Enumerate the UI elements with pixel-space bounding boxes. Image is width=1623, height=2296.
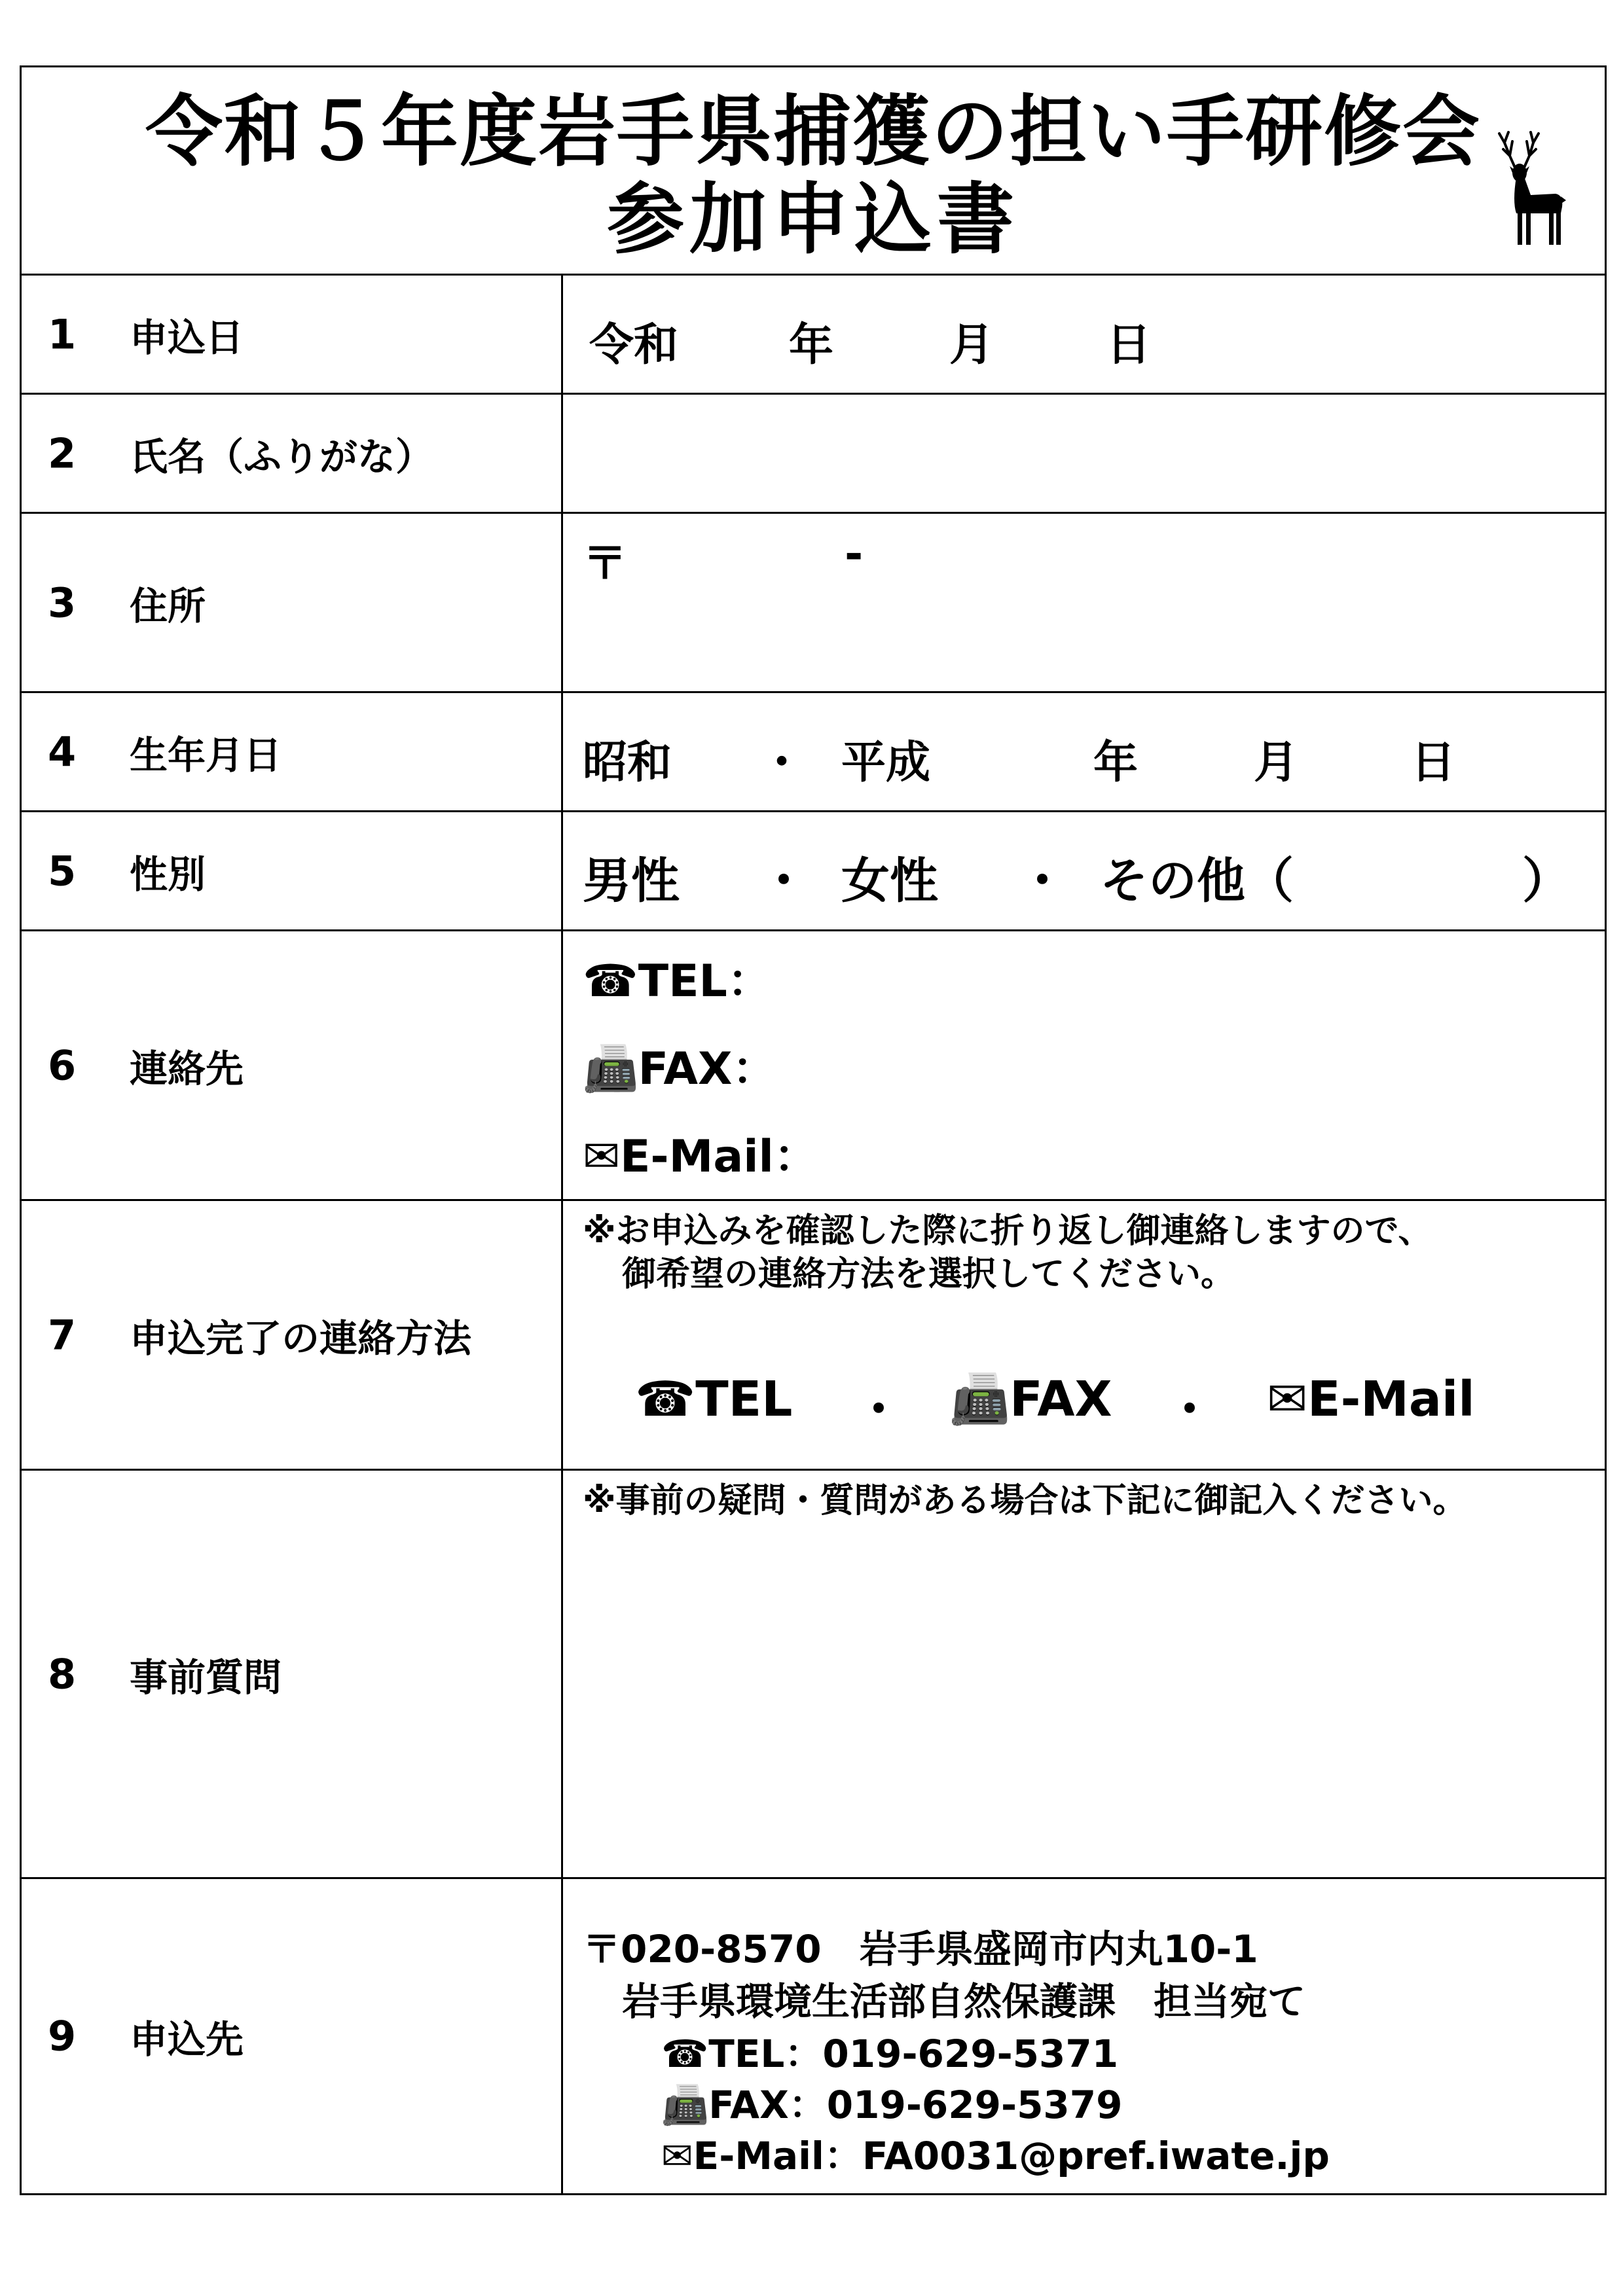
postal-dash: - <box>845 528 864 580</box>
destination-info <box>563 1879 1605 2193</box>
destination-mail-text: E-Mail：FA0031@pref.iwate.jp <box>693 2134 1330 2178</box>
year-label: 年 <box>789 319 834 371</box>
destination-tel-text: TEL：019-629-5371 <box>708 2032 1119 2076</box>
telephone-icon: ☎ <box>635 1371 696 1427</box>
destination-mail[interactable] <box>661 2125 1330 2180</box>
month-label: 月 <box>1254 737 1299 789</box>
deer-icon <box>1490 130 1569 247</box>
separator-dot: ・ <box>759 737 805 789</box>
name-field[interactable] <box>563 395 1605 512</box>
title-box <box>22 67 1605 276</box>
row-label: 申込完了の連絡方法 <box>130 1316 472 1361</box>
fax-line[interactable] <box>583 1033 776 1097</box>
method-mail-label: E-Mail <box>1307 1371 1475 1427</box>
row-label: 申込日 <box>130 315 244 360</box>
month-label: 月 <box>949 319 994 371</box>
envelope-at-icon: ✉ <box>1267 1371 1308 1427</box>
telephone-icon: ☎ <box>661 2032 709 2076</box>
completion-note-2: 御希望の連絡方法を選択してください。 <box>622 1255 1235 1294</box>
row-birthdate <box>22 693 1605 812</box>
tel-label: TEL： <box>638 956 772 1007</box>
row-label: 氏名（ふりがな） <box>130 434 434 479</box>
fax-icon: 📠 <box>661 2083 709 2127</box>
row-address <box>22 514 1605 693</box>
address-field[interactable] <box>563 514 1605 691</box>
application-form <box>20 65 1607 2195</box>
row-number: 4 <box>48 728 77 776</box>
label-cell <box>22 395 563 512</box>
separator-dot: ・ <box>1018 853 1067 909</box>
form-subtitle: 参加申込書 <box>606 174 1019 264</box>
row-number: 1 <box>48 310 77 358</box>
year-label: 年 <box>1093 737 1139 789</box>
gender-male-option[interactable]: 男性 <box>583 853 680 909</box>
row-label: 事前質問 <box>130 1655 282 1700</box>
gender-female-option[interactable]: 女性 <box>841 853 938 909</box>
method-fax-label: FAX <box>1010 1371 1112 1427</box>
day-label: 日 <box>1106 319 1152 371</box>
completion-method-field <box>563 1201 1605 1469</box>
row-number: 2 <box>48 429 77 477</box>
row-apply-date <box>22 276 1605 395</box>
row-label: 申込先 <box>130 2017 244 2062</box>
row-label: 性別 <box>130 852 206 897</box>
label-cell <box>22 931 563 1199</box>
mail-label: E-Mail： <box>619 1131 818 1183</box>
label-cell <box>22 1201 563 1469</box>
row-number: 7 <box>48 1311 77 1359</box>
row-completion-method <box>22 1201 1605 1471</box>
row-label: 生年月日 <box>130 732 282 778</box>
gender-other-option[interactable]: その他（ <box>1100 853 1294 909</box>
row-number: 9 <box>48 2012 77 2060</box>
other-close-paren: ） <box>1522 853 1571 909</box>
label-cell <box>22 812 563 929</box>
label-cell <box>22 276 563 393</box>
row-number: 6 <box>48 1041 77 1089</box>
day-label: 日 <box>1411 737 1456 789</box>
fax-label: FAX： <box>638 1043 777 1095</box>
pre-question-field[interactable] <box>563 1471 1605 1877</box>
row-number: 5 <box>48 847 77 895</box>
separator-dot: ・ <box>854 1382 903 1438</box>
separator-dot: ・ <box>1165 1382 1214 1438</box>
destination-tel <box>661 2023 1118 2078</box>
row-gender <box>22 812 1605 931</box>
mail-line[interactable] <box>583 1121 818 1185</box>
envelope-at-icon: ✉ <box>583 1131 620 1183</box>
fax-icon: 📠 <box>583 1043 638 1095</box>
destination-office: 岩手県環境生活部自然保護課 担当宛て <box>622 1979 1306 2024</box>
destination-fax <box>661 2074 1123 2129</box>
destination-address: 〒020-8570 岩手県盛岡市内丸10-1 <box>583 1927 1258 1971</box>
row-contact <box>22 931 1605 1201</box>
label-cell <box>22 1879 563 2193</box>
separator-dot: ・ <box>759 853 808 909</box>
postal-mark: 〒 <box>583 538 628 590</box>
label-cell <box>22 693 563 810</box>
tel-line[interactable] <box>583 946 772 1009</box>
apply-date-field[interactable] <box>563 276 1605 393</box>
method-tel-label: TEL <box>695 1371 793 1427</box>
row-label: 連絡先 <box>130 1046 244 1091</box>
heisei-option[interactable]: 平成 <box>841 737 931 789</box>
row-pre-question <box>22 1471 1605 1879</box>
row-name <box>22 395 1605 514</box>
envelope-at-icon: ✉ <box>661 2134 693 2178</box>
contact-field <box>563 931 1605 1199</box>
method-mail-option[interactable] <box>1267 1371 1475 1427</box>
row-destination <box>22 1879 1605 2193</box>
label-cell <box>22 514 563 691</box>
era-label: 令和 <box>589 319 679 371</box>
method-fax-option[interactable] <box>949 1371 1112 1428</box>
birthdate-field[interactable] <box>563 693 1605 810</box>
fax-icon: 📠 <box>949 1371 1010 1427</box>
method-tel-option[interactable] <box>635 1371 792 1427</box>
completion-note-1: ※お申込みを確認した際に折り返し御連絡しますので、 <box>583 1211 1432 1251</box>
row-label: 住所 <box>130 583 206 628</box>
row-number: 3 <box>48 579 77 626</box>
destination-fax-text: FAX：019-629-5379 <box>708 2083 1123 2127</box>
telephone-icon: ☎ <box>583 956 638 1007</box>
label-cell <box>22 1471 563 1877</box>
row-number: 8 <box>48 1650 77 1698</box>
form-title: 令和５年度岩手県捕獲の担い手研修会 <box>145 86 1481 177</box>
gender-field <box>563 812 1605 929</box>
question-note: ※事前の疑問・質問がある場合は下記に御記入ください。 <box>583 1481 1467 1520</box>
showa-option[interactable]: 昭和 <box>583 737 672 789</box>
